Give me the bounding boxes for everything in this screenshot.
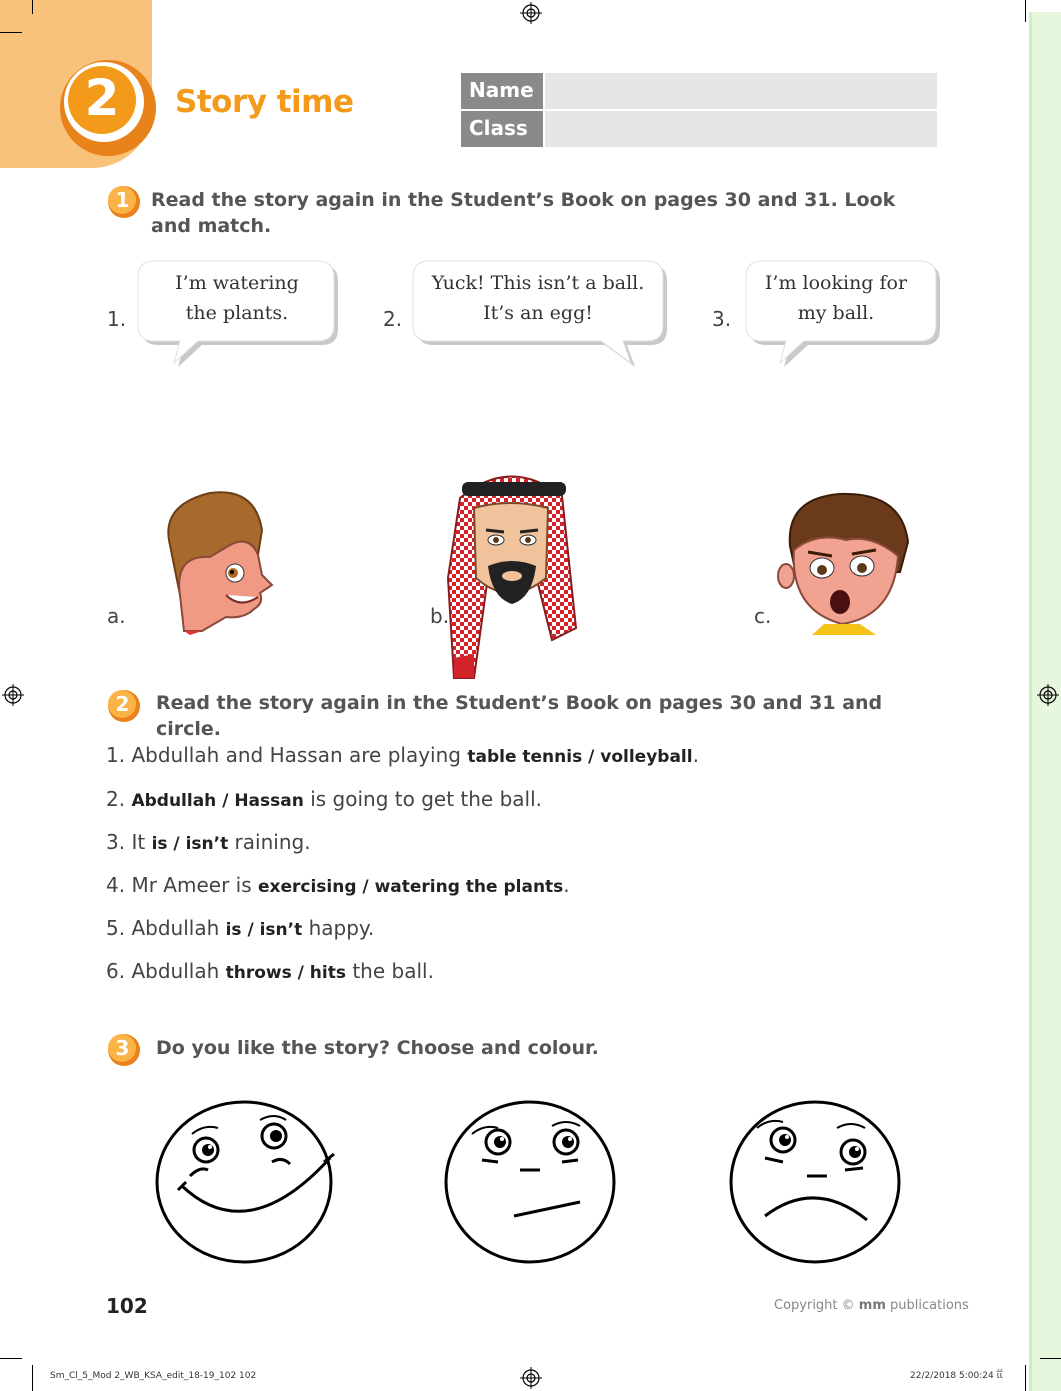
page-title: Story time: [175, 84, 354, 120]
bubble-3-number: 3.: [712, 307, 732, 331]
exercise-2-instruction: Read the story again in the Student’s Book on pages 30 and 31 and circle.: [156, 692, 883, 740]
sentence-1-option-a[interactable]: table tennis: [467, 747, 583, 767]
sentence-5-before: Abdullah: [131, 916, 226, 940]
sentence-1-option-b[interactable]: volleyball: [600, 747, 693, 767]
bubble-2-number: 2.: [383, 307, 403, 331]
exercise-1-badge: [106, 184, 142, 220]
sentence-4-number: 4.: [106, 873, 126, 897]
page-number: 102: [106, 1294, 148, 1318]
sentence-2: [106, 787, 542, 811]
sentence-1-separator: /: [582, 747, 601, 767]
class-label: Class: [461, 111, 543, 147]
copyright-prefix: Copyright ©: [774, 1298, 859, 1313]
sentence-4-option-b[interactable]: watering the plants: [374, 877, 564, 897]
sentence-4-after: .: [563, 873, 570, 897]
sentence-6-after: the ball.: [345, 959, 434, 983]
class-field[interactable]: [545, 111, 937, 147]
exercise-3-instruction: Do you like the story? Choose and colour.: [156, 1037, 599, 1059]
sentence-5-after: happy.: [302, 916, 375, 940]
registration-mark-icon: [520, 2, 542, 24]
class-row: [461, 111, 937, 147]
sentence-4-separator: /: [356, 877, 375, 897]
crop-mark: [32, 1365, 33, 1391]
copyright-suffix: publications: [885, 1298, 969, 1313]
sad-face-icon[interactable]: [725, 1098, 905, 1266]
sentence-2-option-b[interactable]: Hassan: [234, 791, 304, 811]
sentence-3: [106, 830, 311, 854]
crop-mark: [1040, 1358, 1061, 1359]
sentence-2-number: 2.: [106, 787, 126, 811]
bubble-2-line-1: Yuck! This isn’t a ball.: [431, 272, 645, 294]
sentence-6-number: 6.: [106, 959, 126, 983]
sentence-3-option-a[interactable]: is: [151, 834, 168, 854]
copyright-notice: [774, 1298, 969, 1313]
sentence-2-option-a[interactable]: Abdullah: [131, 791, 217, 811]
registration-mark-icon: [1037, 684, 1059, 706]
bubble-1-number: 1.: [107, 307, 127, 331]
sentence-5-option-b[interactable]: isn’t: [259, 920, 303, 940]
crop-mark: [0, 32, 22, 33]
name-row: [461, 73, 937, 109]
sentence-5-separator: /: [241, 920, 260, 940]
bubble-2-text: [418, 268, 658, 328]
sentence-3-number: 3.: [106, 830, 126, 854]
sentence-4-option-a[interactable]: exercising: [257, 877, 357, 897]
exercise-1-number: 1: [115, 188, 130, 212]
sentence-1-number: 1.: [106, 743, 126, 767]
sentence-5-number: 5.: [106, 916, 126, 940]
crop-mark: [1025, 0, 1026, 22]
sentence-3-option-b[interactable]: isn’t: [185, 834, 229, 854]
sentence-6-before: Abdullah: [131, 959, 226, 983]
crop-mark: [0, 1358, 22, 1359]
bubble-3-text: [752, 268, 920, 328]
copyright-brand: mm: [858, 1298, 886, 1313]
sentence-2-after: is going to get the ball.: [303, 787, 542, 811]
smiling-boy-profile-icon: [140, 485, 280, 635]
unit-number-badge: [58, 58, 158, 158]
name-field[interactable]: [545, 73, 937, 109]
bubble-1-line-2: the plants.: [185, 302, 289, 324]
sentence-1-before: Abdullah and Hassan are playing: [131, 743, 468, 767]
name-label: Name: [461, 73, 543, 109]
sentence-5: [106, 916, 374, 940]
unit-number: 2: [84, 69, 120, 127]
sentence-6: [106, 959, 434, 983]
sentence-4-before: Mr Ameer is: [131, 873, 258, 897]
print-timestamp: 22/2/2018 5:00:24 ΐΐ: [910, 1371, 1003, 1381]
exercise-3-number: 3: [115, 1036, 130, 1060]
print-file-name: Sm_Cl_5_Mod 2_WB_KSA_edit_18-19_102 102: [50, 1371, 257, 1381]
crop-mark: [1025, 1365, 1026, 1391]
bubble-3-line-1: I’m looking for: [764, 272, 908, 294]
sentence-3-before: It: [131, 830, 152, 854]
sentence-1-after: .: [692, 743, 699, 767]
sentence-6-separator: /: [291, 963, 310, 983]
sentence-4: [106, 873, 570, 897]
sentence-6-option-b[interactable]: hits: [309, 963, 346, 983]
bubble-1-text: [148, 268, 326, 328]
bubble-2-line-2: It’s an egg!: [483, 302, 593, 324]
man-in-red-headdress-icon: [440, 458, 580, 683]
sentence-3-after: raining.: [228, 830, 311, 854]
crop-mark: [32, 0, 33, 14]
exercise-1-instruction: Read the story again in the Student’s Book on pages 30 and 31. Look and match.: [151, 189, 896, 237]
picture-a-label: a.: [107, 604, 126, 628]
bubble-3-line-2: my ball.: [797, 302, 875, 324]
picture-b-label: b.: [430, 604, 450, 628]
exercise-3-badge: [106, 1032, 142, 1068]
registration-mark-icon: [520, 1367, 542, 1389]
sentence-3-separator: /: [167, 834, 186, 854]
sentence-6-option-a[interactable]: throws: [225, 963, 292, 983]
sentence-2-separator: /: [216, 791, 235, 811]
happy-face-icon[interactable]: [152, 1098, 338, 1266]
picture-c-label: c.: [754, 604, 772, 628]
bubble-1-line-1: I’m watering: [175, 272, 299, 294]
registration-mark-icon: [2, 684, 24, 706]
exercise-2-badge: [106, 688, 142, 724]
sentence-5-option-a[interactable]: is: [225, 920, 242, 940]
exercise-2-number: 2: [115, 692, 130, 716]
neutral-face-icon[interactable]: [440, 1098, 620, 1266]
sentence-1: [106, 743, 699, 767]
sad-boy-face-icon: [776, 490, 916, 635]
